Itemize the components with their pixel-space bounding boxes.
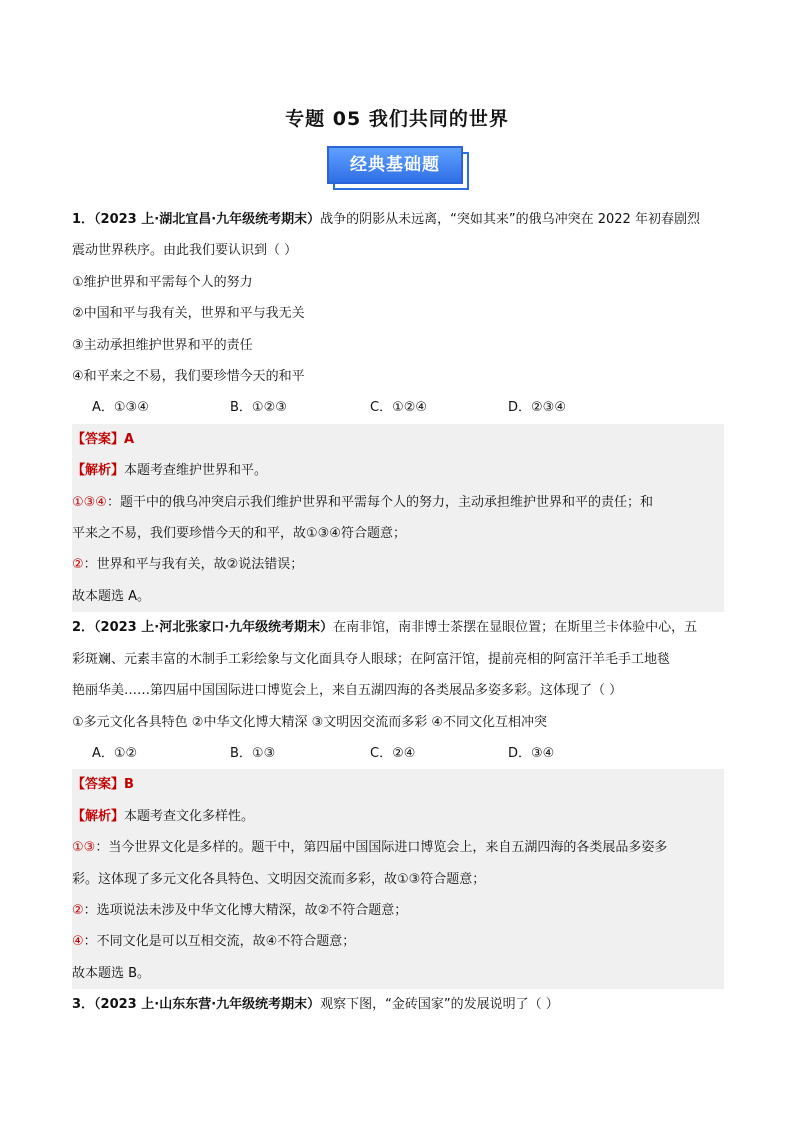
answer-label: 【答案】 (72, 431, 125, 447)
option-b: B．①③ (230, 745, 276, 761)
question-1-statement-1: ①维护世界和平需每个人的努力 (72, 274, 253, 290)
analysis-intro: 本题考查文化多样性。 (124, 808, 255, 824)
conclusion-line: 故本题选 A。 (72, 588, 151, 604)
question-number: 2． (72, 620, 95, 636)
option-c: C．②④ (370, 745, 416, 761)
question-text: 在南非馆，南非博士茶摆在显眼位置；在斯里兰卡体验中心，五 (333, 620, 698, 636)
analysis-label: 【解析】 (72, 808, 125, 824)
question-1-stem-line-1 (72, 204, 724, 235)
question-2-statements: ①多元文化各具特色 ②中华文化博大精深 ③文明因交流而多彩 ④不同文化互相冲突 (72, 714, 548, 730)
question-1-stem-line-2: 震动世界秩序。由此我们要认识到（ ） (72, 243, 298, 259)
question-1-options (72, 392, 724, 423)
analysis-text: ：当今世界文化是多样的。题干中，第四届中国国际进口博览会上，来自五湖四海的各类展品多姿多 (95, 840, 668, 856)
analysis-point (72, 832, 724, 863)
answer-label: 【答案】 (72, 777, 125, 793)
question-2-stem-line-1 (72, 612, 724, 643)
section-banner (327, 146, 467, 188)
analysis-lead: ② (72, 902, 84, 918)
question-1-statement-3: ③主动承担维护世界和平的责任 (72, 337, 253, 353)
question-2-stem-line-2: 彩斑斓、元素丰富的木制手工彩绘象与文化面具夺人眼球；在阿富汗馆，提前亮相的阿富汗羊毛手工地毯 (72, 651, 671, 667)
analysis-lead: ② (72, 557, 84, 573)
option-b: B．①②③ (230, 400, 287, 416)
question-2-stem-line-3: 艳丽华美……第四届中国国际进口博览会上，来自五湖四海的各类展品多姿多彩。这体现了（ ） (72, 683, 623, 699)
analysis-line (72, 455, 724, 486)
analysis-text: ：选项说法未涉及中华文化博大精深，故②不符合题意； (83, 902, 408, 918)
question-1-statement-4: ④和平来之不易，我们要珍惜今天的和平 (72, 369, 305, 385)
question-text: 战争的阴影从未远离，“突如其来”的俄乌冲突在 2022 年初春剧烈 (320, 212, 700, 227)
answer-value: B (124, 777, 134, 793)
question-2-solution-block (72, 769, 724, 989)
answer-value: A (124, 431, 135, 447)
option-c: C．①②④ (370, 400, 428, 416)
question-2-options (72, 738, 724, 769)
question-number: 3． (72, 997, 95, 1013)
analysis-lead: ①③ (72, 840, 96, 856)
analysis-lead: ④ (72, 934, 84, 950)
question-source: （2023 上·河北张家口·九年级统考期末） (94, 620, 334, 636)
analysis-text: ：题干中的俄乌冲突启示我们维护世界和平需每个人的努力，主动承担维护世界和平的责任；和 (106, 494, 653, 510)
analysis-lead: ①③④ (72, 494, 107, 510)
analysis-point (72, 518, 724, 549)
analysis-label: 【解析】 (72, 463, 125, 479)
option-a: A．①② (92, 745, 138, 761)
analysis-point (72, 895, 724, 926)
page-title: 专题 05 我们共同的世界 (285, 108, 509, 130)
question-list (72, 204, 724, 1021)
analysis-line (72, 801, 724, 832)
analysis-text: 彩。这体现了多元文化各具特色、文明因交流而多彩，故①③符合题意； (72, 871, 486, 887)
question-1-solution-block (72, 424, 724, 612)
option-d: D．②③④ (508, 400, 566, 416)
analysis-text: ：世界和平与我有关，故②说法错误； (83, 557, 304, 573)
question-1-statement-2: ②中国和平与我有关，世界和平与我无关 (72, 306, 305, 322)
banner-label: 经典基础题 (327, 146, 463, 184)
analysis-point (72, 864, 724, 895)
question-source: （2023 上·山东东营·九年级统考期末） (94, 997, 321, 1013)
question-text: 观察下图，“金砖国家”的发展说明了（ ） (320, 997, 559, 1013)
analysis-text: ：不同文化是可以互相交流，故④不符合题意； (83, 934, 356, 950)
answer-line (72, 769, 724, 800)
analysis-point (72, 926, 724, 957)
question-number: 1． (72, 212, 95, 227)
answer-line (72, 424, 724, 455)
analysis-text: 平来之不易，我们要珍惜今天的和平，故①③④符合题意； (72, 526, 406, 542)
question-3-stem-line-1 (72, 989, 724, 1020)
question-source: （2023 上·湖北宜昌·九年级统考期末） (94, 212, 321, 227)
analysis-point (72, 549, 724, 580)
option-a: A．①③④ (92, 400, 149, 416)
analysis-intro: 本题考查维护世界和平。 (124, 463, 268, 479)
conclusion-line: 故本题选 B。 (72, 965, 151, 981)
option-d: D．③④ (508, 745, 555, 761)
analysis-point (72, 487, 724, 518)
